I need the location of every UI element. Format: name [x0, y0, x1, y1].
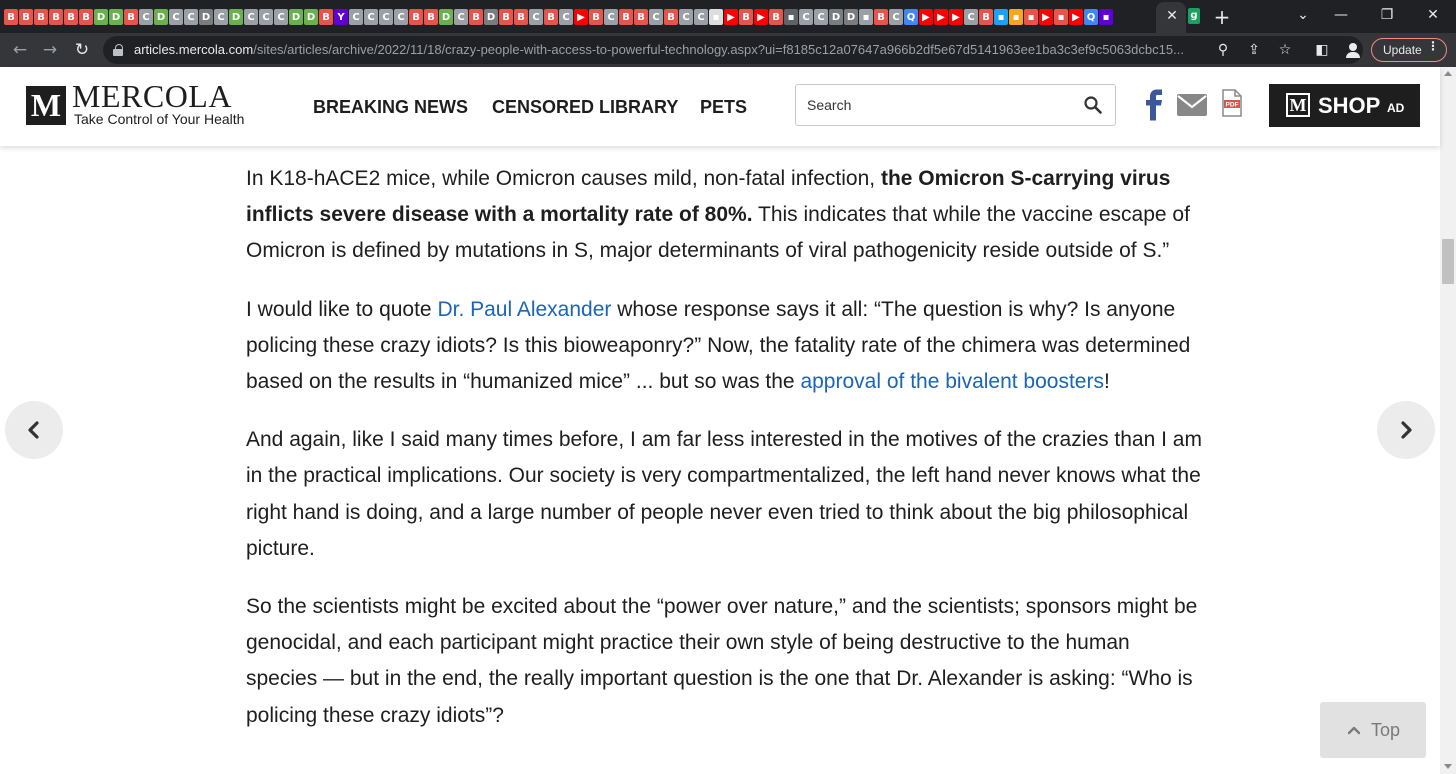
- tab-list: [4, 5, 1179, 29]
- tab-favicon-icon[interactable]: ▶: [934, 9, 948, 25]
- tab-favicon-icon[interactable]: D: [304, 9, 318, 25]
- tab-favicon-icon[interactable]: ▪: [994, 9, 1008, 25]
- back-to-top-label: Top: [1371, 720, 1401, 740]
- tab-favicon-icon[interactable]: B: [79, 9, 93, 25]
- site-header: [0, 67, 1440, 146]
- side-panel-icon[interactable]: ◧: [1315, 42, 1329, 58]
- tab-favicon-icon[interactable]: B: [49, 9, 63, 25]
- tab-favicon-icon[interactable]: C: [349, 9, 363, 25]
- scroll-down-arrow-icon[interactable]: [1444, 764, 1452, 769]
- link-bivalent-boosters[interactable]: approval of the bivalent boosters: [800, 370, 1104, 394]
- tab-favicon-icon[interactable]: C: [274, 9, 288, 25]
- url-path: /sites/articles/archive/2022/11/18/crazy-people-with-access-to-powerful-technology.aspx?ui=f8185c12a07647a966b2df5e67d5141963ee1ba3c3ef9c5063dcbc15...: [253, 42, 1184, 57]
- tab-favicon-icon[interactable]: C: [214, 9, 228, 25]
- browser-toolbar: [0, 33, 1456, 67]
- paragraph-alexander-quote: [246, 292, 1206, 401]
- tab-favicon-icon[interactable]: ▶: [919, 9, 933, 25]
- tab-favicon-icon[interactable]: ▶: [724, 9, 738, 25]
- next-article-button[interactable]: [1377, 401, 1435, 459]
- close-window-button[interactable]: ✕: [1427, 7, 1439, 23]
- tab-favicon-icon[interactable]: ▪: [1099, 9, 1113, 25]
- tab-favicon-icon[interactable]: C: [964, 9, 978, 25]
- tab-favicon-icon[interactable]: ▶: [1039, 9, 1053, 25]
- tab-favicon-icon[interactable]: C: [889, 9, 903, 25]
- pdf-icon-label: PDF: [1225, 101, 1239, 109]
- previous-article-button[interactable]: [5, 401, 63, 459]
- tab-favicon-icon[interactable]: B: [664, 9, 678, 25]
- search-input[interactable]: [796, 85, 1076, 125]
- tab-favicon-icon[interactable]: C: [679, 9, 693, 25]
- update-button[interactable]: [1371, 38, 1447, 62]
- pdf-icon[interactable]: [1221, 89, 1243, 117]
- search-icon[interactable]: [1083, 95, 1103, 115]
- tab-favicon-icon[interactable]: B: [409, 9, 423, 25]
- tab-favicon-icon[interactable]: C: [394, 9, 408, 25]
- shop-ad-button[interactable]: [1269, 84, 1420, 127]
- address-bar[interactable]: [103, 36, 1363, 64]
- tab-favicon-icon[interactable]: B: [469, 9, 483, 25]
- tab-favicon-icon[interactable]: C: [184, 9, 198, 25]
- tab-favicon-icon[interactable]: C: [244, 9, 258, 25]
- link-dr-paul-alexander[interactable]: Dr. Paul Alexander: [437, 297, 612, 321]
- page-scrollbar[interactable]: [1440, 67, 1456, 774]
- shop-logo-icon: M: [1286, 93, 1310, 117]
- share-icon[interactable]: ⇪: [1248, 42, 1260, 58]
- tab-favicon-icon[interactable]: ▶: [574, 9, 588, 25]
- tab-favicon-icon[interactable]: D: [829, 9, 843, 25]
- nav-pets[interactable]: PETS: [700, 97, 748, 117]
- mercola-logo-mark[interactable]: M: [26, 86, 66, 125]
- tab-favicon-icon[interactable]: B: [64, 9, 78, 25]
- tab-favicon-icon[interactable]: C: [604, 9, 618, 25]
- tab-favicon-icon[interactable]: B: [124, 9, 138, 25]
- browser-menu-icon: ⋮: [1427, 39, 1439, 53]
- maximize-button[interactable]: ❐: [1380, 7, 1394, 23]
- browser-tab-strip: [0, 0, 1456, 33]
- tab-favicon-icon[interactable]: B: [499, 9, 513, 25]
- tab-favicon-icon[interactable]: ▪: [1054, 9, 1068, 25]
- bold-finding: the Omicron S-carrying virus inflicts severe disease with a mortality rate of 80%.: [246, 167, 1171, 227]
- tab-favicon-icon[interactable]: ▶: [1069, 9, 1083, 25]
- article-body: [246, 161, 1206, 756]
- ad-badge: AD: [1387, 101, 1405, 115]
- tab-favicon-icon[interactable]: Y: [334, 9, 348, 25]
- tab-favicon-icon[interactable]: B: [424, 9, 438, 25]
- site-search: [795, 84, 1116, 126]
- tab-favicon-icon[interactable]: C: [559, 9, 573, 25]
- tab-favicon-icon[interactable]: D: [484, 9, 498, 25]
- tab-favicon-icon[interactable]: Q: [904, 9, 918, 25]
- url-host: articles.mercola.com: [134, 42, 254, 57]
- chevron-left-icon: [5, 401, 63, 459]
- tab-favicon-icon[interactable]: B: [874, 9, 888, 25]
- tab-favicon-icon[interactable]: B: [514, 9, 528, 25]
- mercola-logo-wordmark[interactable]: MERCOLA: [72, 78, 232, 114]
- paragraph-text: In K18-hACE2 mice, while Omicron causes mild, non-fatal infection,: [246, 167, 881, 190]
- tab-search-button[interactable]: ⌄: [1297, 7, 1309, 23]
- paragraph-text: This indicates that while the vaccine escape of Omicron is defined by mutations in S, major determinants of viral pathogenicity reside outside of S.”: [246, 203, 1190, 263]
- paragraph-who-is-policing: So the scientists might be excited about the “power over nature,” and the scientists; sponsors might be genocidal, and each participant might practice their own style of being destructive to the human species — but in the end, the really important question is the one that Dr. Alexander is asking: “Who is policing these crazy idiots”?: [246, 595, 1198, 727]
- tab-favicon-icon[interactable]: D: [94, 9, 108, 25]
- update-label: Update: [1383, 43, 1422, 57]
- tab-favicon-icon[interactable]: ▶: [949, 9, 963, 25]
- tab-favicon-icon[interactable]: D: [439, 9, 453, 25]
- tab-favicon-icon[interactable]: D: [844, 9, 858, 25]
- chevron-right-icon: [1377, 401, 1435, 459]
- tab-favicon-icon[interactable]: C: [169, 9, 183, 25]
- url-text[interactable]: [134, 42, 1204, 58]
- tab-favicon-icon[interactable]: B: [544, 9, 558, 25]
- tab-favicon-icon[interactable]: ▶: [754, 9, 768, 25]
- back-button[interactable]: ←: [12, 40, 28, 60]
- profile-avatar-icon[interactable]: [1344, 41, 1362, 59]
- scrollbar-thumb[interactable]: [1442, 239, 1454, 284]
- tab-favicon-icon[interactable]: B: [769, 9, 783, 25]
- facebook-icon[interactable]: [1145, 89, 1163, 121]
- tab-favicon-icon[interactable]: C: [799, 9, 813, 25]
- tab-favicon-icon[interactable]: B: [4, 9, 18, 25]
- new-tab-button[interactable]: +: [1213, 5, 1231, 29]
- nav-breaking-news[interactable]: BREAKING NEWS: [313, 97, 469, 117]
- tab-favicon-icon[interactable]: D: [154, 9, 168, 25]
- shop-label: SHOP: [1318, 93, 1381, 118]
- tab-favicon-icon[interactable]: ▪: [709, 9, 723, 25]
- close-tab-icon[interactable]: ✕: [1166, 8, 1178, 24]
- tab-favicon-icon[interactable]: ▪: [1009, 9, 1023, 25]
- paragraph-practical-implications: And again, like I said many times before, I am far less interested in the motives of the crazies than I am in the practical implications. Our society is very compartmentalized, the left hand never knows what the right hand is doing, and a large number of people never even tried to think about the big philosophical picture.: [246, 428, 1202, 560]
- chevron-up-icon: [1348, 724, 1360, 736]
- scroll-up-arrow-icon[interactable]: [1444, 71, 1452, 76]
- tab-favicon-icon[interactable]: B: [319, 9, 333, 25]
- tab-favicon-icon[interactable]: C: [649, 9, 663, 25]
- paragraph-text: !: [1103, 370, 1110, 394]
- bookmark-star-icon[interactable]: ☆: [1278, 42, 1292, 58]
- tab-favicon-icon[interactable]: Q: [1084, 9, 1098, 25]
- minimize-button[interactable]: —: [1334, 7, 1348, 23]
- zoom-icon[interactable]: ⚲: [1217, 42, 1229, 58]
- paragraph-text: whose response says it all: “The question is why? Is anyone policing these crazy idiots? Is this bioweaponry?” Now, the fatality rate of the chimera was determined based on the results in “humanized mice” ... but so was the: [246, 297, 1191, 394]
- lock-icon[interactable]: [113, 44, 123, 56]
- tab-favicon-icon[interactable]: C: [259, 9, 273, 25]
- tab-favicon-icon[interactable]: B: [589, 9, 603, 25]
- tab-favicon-icon[interactable]: C: [694, 9, 708, 25]
- tab-favicon-g[interactable]: g: [1188, 8, 1200, 24]
- paragraph-text: I would like to quote: [246, 297, 438, 321]
- tab-favicon-icon[interactable]: ▪: [1024, 9, 1038, 25]
- tab-favicon-icon[interactable]: ▪: [784, 9, 798, 25]
- tab-favicon-icon[interactable]: B: [34, 9, 48, 25]
- tab-favicon-icon[interactable]: C: [454, 9, 468, 25]
- email-icon[interactable]: [1176, 93, 1208, 117]
- reload-button[interactable]: ↻: [74, 40, 90, 60]
- tab-favicon-icon[interactable]: D: [289, 9, 303, 25]
- forward-button[interactable]: →: [42, 40, 58, 60]
- logo-tagline: Take Control of Your Health: [74, 111, 245, 127]
- tab-favicon-icon[interactable]: B: [634, 9, 648, 25]
- tab-favicon-icon[interactable]: ▪: [859, 9, 873, 25]
- tab-favicon-icon[interactable]: C: [139, 9, 153, 25]
- tab-favicon-icon[interactable]: D: [109, 9, 123, 25]
- nav-censored-library[interactable]: CENSORED LIBRARY: [492, 97, 679, 117]
- tab-favicon-icon[interactable]: B: [739, 9, 753, 25]
- tab-favicon-icon[interactable]: D: [199, 9, 213, 25]
- tab-favicon-icon[interactable]: B: [979, 9, 993, 25]
- tab-favicon-icon[interactable]: C: [364, 9, 378, 25]
- tab-favicon-icon[interactable]: C: [529, 9, 543, 25]
- tab-favicon-icon[interactable]: B: [619, 9, 633, 25]
- tab-favicon-icon[interactable]: D: [229, 9, 243, 25]
- back-to-top-button[interactable]: [1320, 702, 1426, 758]
- tab-favicon-icon[interactable]: B: [19, 9, 33, 25]
- tab-favicon-icon[interactable]: C: [379, 9, 393, 25]
- paragraph-omicron-mortality: [246, 161, 1206, 270]
- tab-favicon-icon[interactable]: C: [814, 9, 828, 25]
